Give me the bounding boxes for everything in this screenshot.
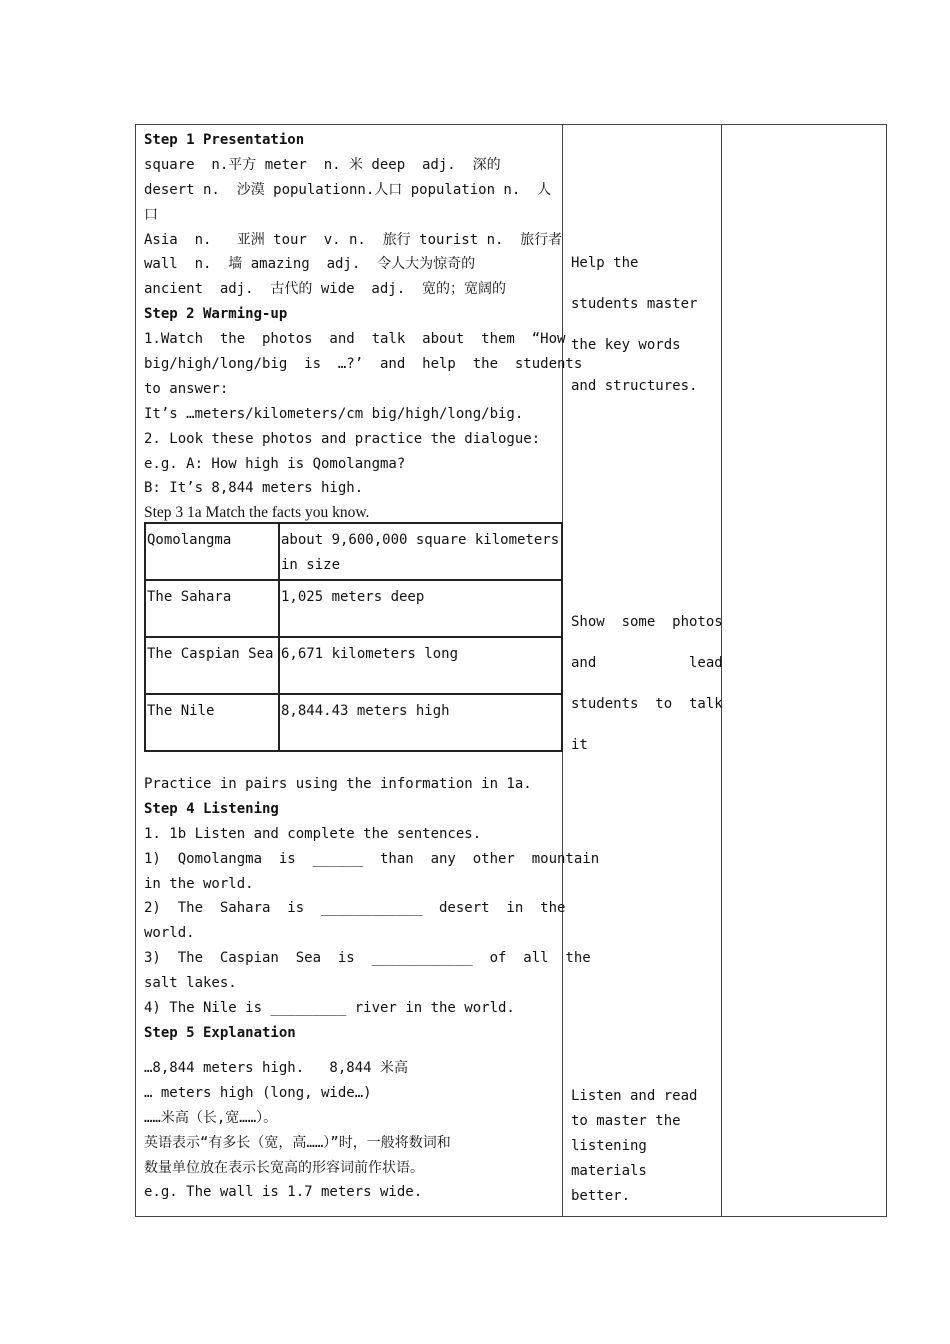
text-line: big/high/long/big is …?’ and help the students — [144, 356, 583, 373]
aim-line: and structures. — [571, 378, 698, 394]
text-line: e.g. The wall is 1.7 meters wide. — [144, 1184, 423, 1201]
text-line: 3) The Caspian Sea is ____________ of all the — [144, 950, 591, 967]
fact-value: 8,844.43 meters high — [279, 694, 562, 751]
text-line: … meters high (long, wide…) — [144, 1084, 372, 1101]
step1-heading: Step 1 Presentation — [144, 132, 305, 148]
text-line: salt lakes. — [144, 975, 237, 992]
fact-place: The Caspian Sea — [145, 637, 279, 694]
aim-line: better. — [571, 1188, 631, 1204]
fact-value: about 9,600,000 square kilometers in size — [279, 523, 562, 580]
table-row — [145, 637, 562, 694]
text-line: in the world. — [144, 875, 254, 892]
aim-block-1 — [571, 243, 716, 407]
text-line: 4) The Nile is _________ river in the world. — [144, 1000, 515, 1017]
explanation-block — [144, 1056, 556, 1205]
aim-line: students to talk — [571, 696, 723, 712]
aim-line: Listen and read — [571, 1088, 698, 1104]
fact-place: Qomolangma — [145, 523, 279, 580]
text-line: to answer: — [144, 380, 229, 397]
text-line: 英语表示“有多长（宽，高……）”时，一般将数词和 — [144, 1134, 451, 1151]
aim-block-2 — [571, 602, 723, 766]
aim-line: to master the — [571, 1113, 681, 1129]
aim-line: Show some photos — [571, 614, 723, 630]
vocab-line: Asia n. 亚洲 tour v. n. 旅行 tourist n. 旅行者 — [144, 231, 563, 248]
text-line: e.g. A: How high is Qomolangma? — [144, 455, 406, 472]
aim-line: students master — [571, 296, 698, 312]
step4-heading: Step 4 Listening — [144, 800, 279, 817]
aim-block-3 — [571, 1084, 716, 1209]
fact-value: 6,671 kilometers long — [279, 637, 562, 694]
text-line: ……米高（长,宽……）。 — [144, 1109, 278, 1126]
fact-place: The Nile — [145, 694, 279, 751]
text-line: 1.Watch the photos and talk about them “How — [144, 331, 566, 348]
text-line: B: It’s 8,844 meters high. — [144, 480, 364, 497]
step5-heading: Step 5 Explanation — [144, 1024, 296, 1041]
aim-line: and lead — [571, 655, 723, 671]
vocab-line: ancient adj. 古代的 wide adj. 宽的；宽阔的 — [144, 281, 507, 298]
step3-heading: Step 3 1a Match the facts you know. — [144, 504, 370, 522]
text-line: …8,844 meters high. 8,844 米高 — [144, 1060, 409, 1076]
facts-table — [144, 522, 563, 752]
aim-line: the key words — [571, 337, 681, 353]
procedure-column — [144, 128, 583, 526]
aim-line: it — [571, 737, 588, 753]
table-row — [145, 523, 562, 580]
text-line: 2. Look these photos and practice the dialogue: — [144, 430, 541, 447]
text-line: world. — [144, 925, 195, 942]
text-line: 2) The Sahara is ____________ desert in the — [144, 900, 566, 917]
text-line: Practice in pairs using the information in 1a. — [144, 776, 532, 792]
table-row — [145, 694, 562, 751]
step2-heading: Step 2 Warming-up — [144, 306, 288, 323]
vocab-line: 口 — [144, 206, 158, 223]
aim-line: materials — [571, 1163, 647, 1179]
text-line: 数量单位放在表示长宽高的形容词前作状语。 — [144, 1159, 424, 1176]
fact-value: 1,025 meters deep — [279, 580, 562, 637]
table-row — [145, 580, 562, 637]
vocab-line: square n.平方 meter n. 米 deep adj. 深的 — [144, 156, 501, 173]
text-line: 1) Qomolangma is ______ than any other mountain — [144, 850, 600, 867]
aim-line: Help the — [571, 255, 639, 271]
vocab-line: desert n. 沙漠 populationn.人口 population n. 人 — [144, 181, 552, 198]
aim-line: listening — [571, 1138, 647, 1154]
vocab-line: wall n. 墙 amazing adj. 令人大为惊奇的 — [144, 256, 476, 273]
text-line: It’s …meters/kilometers/cm big/high/long/big. — [144, 405, 524, 422]
procedure-column-continued — [144, 772, 600, 1046]
text-line: 1. 1b Listen and complete the sentences. — [144, 825, 482, 842]
fact-place: The Sahara — [145, 580, 279, 637]
